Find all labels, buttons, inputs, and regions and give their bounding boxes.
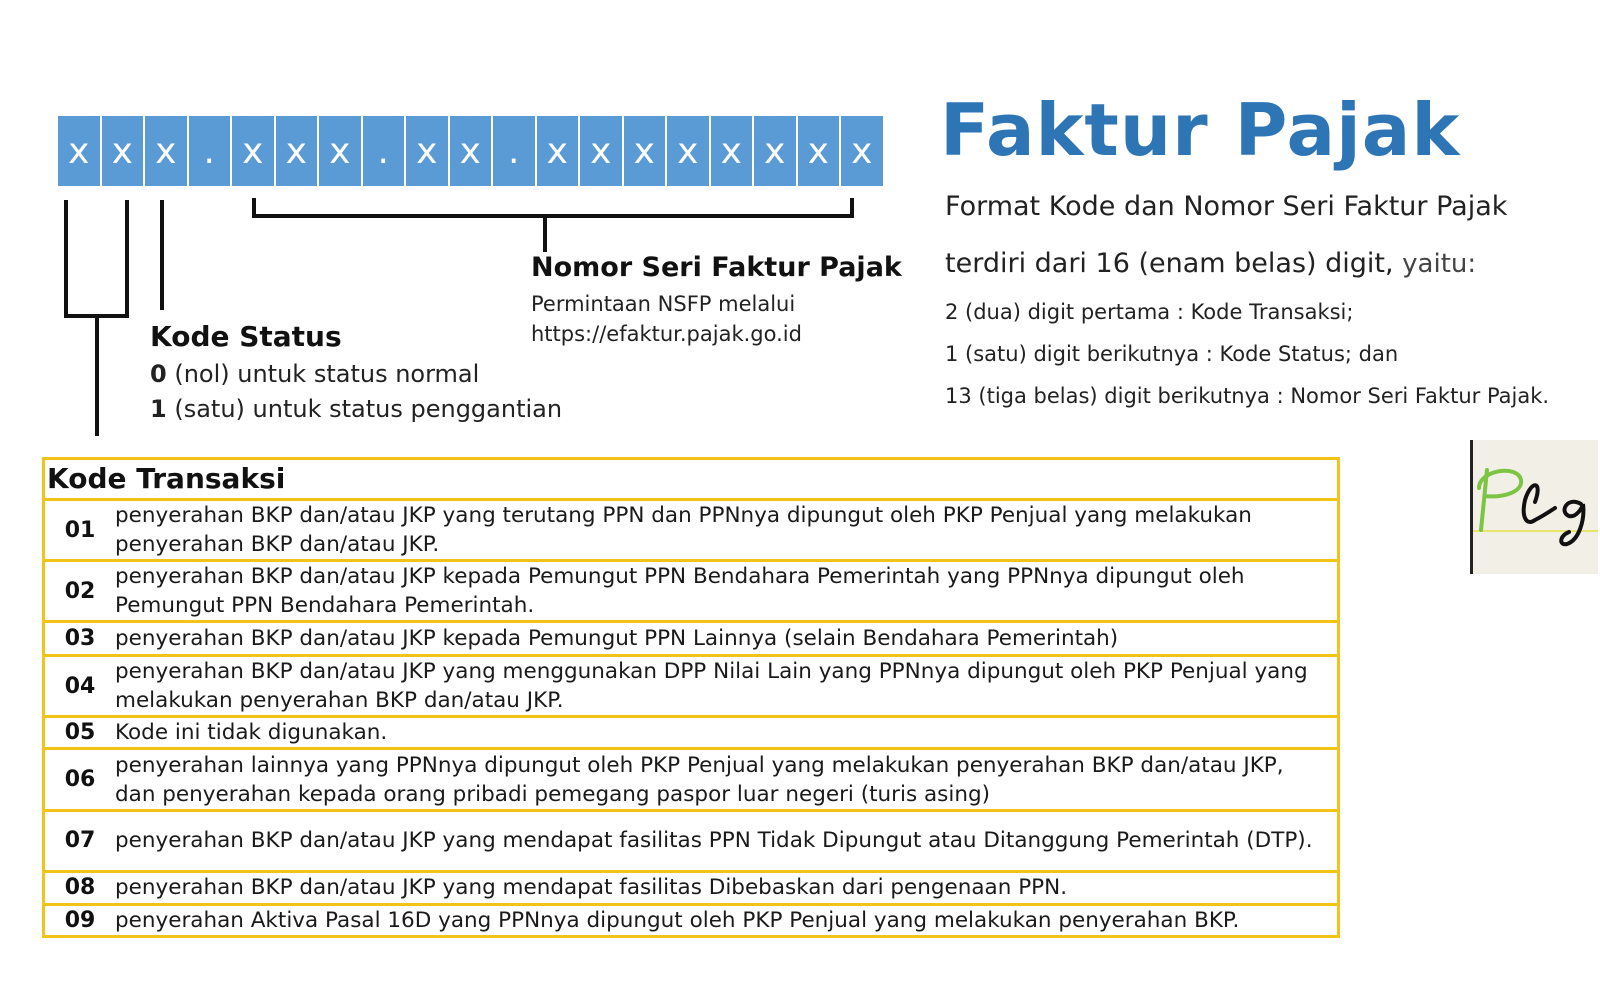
intro-bullet: 1 (satu) digit berikutnya : Kode Status; dan (945, 342, 1399, 366)
transaksi-code: 07 (64, 828, 96, 854)
digit-cell: x (711, 116, 753, 186)
digit-cell: x (450, 116, 492, 186)
transaksi-desc: penyerahan lainnya yang PPNnya dipungut oleh PKP Penjual yang melakukan penyerahan BKP dan/atau JKP, dan penyerahan kepada orang pribadi pemegang paspor luar negeri (turis asing) (115, 752, 1284, 807)
digit-cell: x (406, 116, 448, 186)
nsfp-bracket (254, 198, 852, 252)
table-row (45, 870, 1337, 903)
table-row (45, 654, 1337, 715)
digit-cell: x (537, 116, 579, 186)
table-row (45, 559, 1337, 620)
kode-transaksi-bracket (66, 200, 127, 436)
transaksi-desc: penyerahan Aktiva Pasal 16D yang PPNnya dipungut oleh PKP Penjual yang melakukan penyerahan BKP. (115, 907, 1240, 933)
transaksi-code: 02 (64, 578, 96, 604)
transaksi-desc: penyerahan BKP dan/atau JKP yang terutang PPN dan PPNnya dipungut oleh PKP Penjual yang melakukan penyerahan BKP dan/atau JKP. (115, 503, 1252, 557)
transaksi-desc: penyerahan BKP dan/atau JKP yang mendapat fasilitas PPN Tidak Dipungut atau Ditanggung Pemerintah (DTP). (115, 828, 1313, 854)
separator-cell: . (189, 116, 231, 186)
table-row (45, 903, 1337, 935)
digit-cell: x (754, 116, 796, 186)
transaksi-code: 01 (64, 517, 96, 543)
transaksi-desc: penyerahan BKP dan/atau JKP kepada Pemungut PPN Bendahara Pemerintah yang PPNnya dipungut oleh Pemungut PPN Bendahara Pemerintah. (115, 564, 1245, 618)
kode-status-code: 1 (150, 395, 167, 423)
digit-cell: x (276, 116, 318, 186)
kode-status-heading: Kode Status (150, 320, 342, 353)
transaksi-code: 08 (64, 875, 96, 901)
separator-cell: . (493, 116, 535, 186)
digit-cell: x (624, 116, 666, 186)
table-row (45, 747, 1337, 809)
transaksi-code: 05 (64, 720, 96, 746)
digit-cell: x (798, 116, 840, 186)
digit-cell: x (102, 116, 144, 186)
digit-cell: x (841, 116, 883, 186)
table-row (45, 809, 1337, 870)
intro-bullet: 13 (tiga belas) digit berikutnya : Nomor Seri Faktur Pajak. (945, 384, 1550, 408)
intro-bullet: 2 (dua) digit pertama : Kode Transaksi; (945, 300, 1354, 324)
kode-status-text: (nol) untuk status normal (174, 360, 480, 388)
intro-line-2 (945, 248, 1476, 279)
nsfp-heading: Nomor Seri Faktur Pajak (531, 252, 902, 283)
intro-line-1: Format Kode dan Nomor Seri Faktur Pajak (945, 191, 1508, 222)
digit-cell: x (145, 116, 187, 186)
table-row (45, 498, 1337, 559)
transaksi-code: 06 (64, 767, 96, 793)
transaksi-desc: penyerahan BKP dan/atau JKP kepada Pemungut PPN Lainnya (selain Bendahara Pemerintah) (115, 626, 1119, 652)
table-row (45, 715, 1337, 747)
transaksi-desc: penyerahan BKP dan/atau JKP yang mendapat fasilitas Dibebaskan dari pengenaan PPN. (115, 875, 1068, 901)
kode-status-code: 0 (150, 360, 167, 388)
nsfp-line: Permintaan NSFP melalui (531, 292, 796, 316)
plg-logo (1470, 440, 1598, 574)
kode-status-text: (satu) untuk status penggantian (174, 395, 563, 423)
transaksi-code: 03 (64, 626, 96, 652)
intro-line-2-main: terdiri dari 16 (enam belas) digit, (945, 248, 1394, 279)
kode-status-item (150, 360, 479, 388)
transaksi-desc: Kode ini tidak digunakan. (115, 720, 388, 746)
separator-cell: . (363, 116, 405, 186)
table-row (45, 620, 1337, 654)
page-title: Faktur Pajak (940, 88, 1461, 172)
nsfp-url: https://efaktur.pajak.go.id (531, 322, 802, 346)
digit-cell: x (232, 116, 274, 186)
kode-status-item (150, 395, 562, 423)
digit-cell: x (58, 116, 100, 186)
transaksi-code: 04 (64, 673, 96, 699)
kode-transaksi-table (42, 457, 1340, 938)
digit-cell: x (667, 116, 709, 186)
plg-logo-mark (1473, 440, 1598, 574)
digit-cell: x (319, 116, 361, 186)
transaksi-desc: penyerahan BKP dan/atau JKP yang menggunakan DPP Nilai Lain yang PPNnya dipungut oleh PKP Penjual yang melakukan penyerahan BKP dan/atau JKP. (115, 659, 1308, 714)
digit-cell: x (580, 116, 622, 186)
intro-line-2-tail: yaitu: (1402, 249, 1477, 279)
kode-transaksi-heading: Kode Transaksi (47, 462, 286, 495)
transaksi-code: 09 (64, 907, 96, 933)
